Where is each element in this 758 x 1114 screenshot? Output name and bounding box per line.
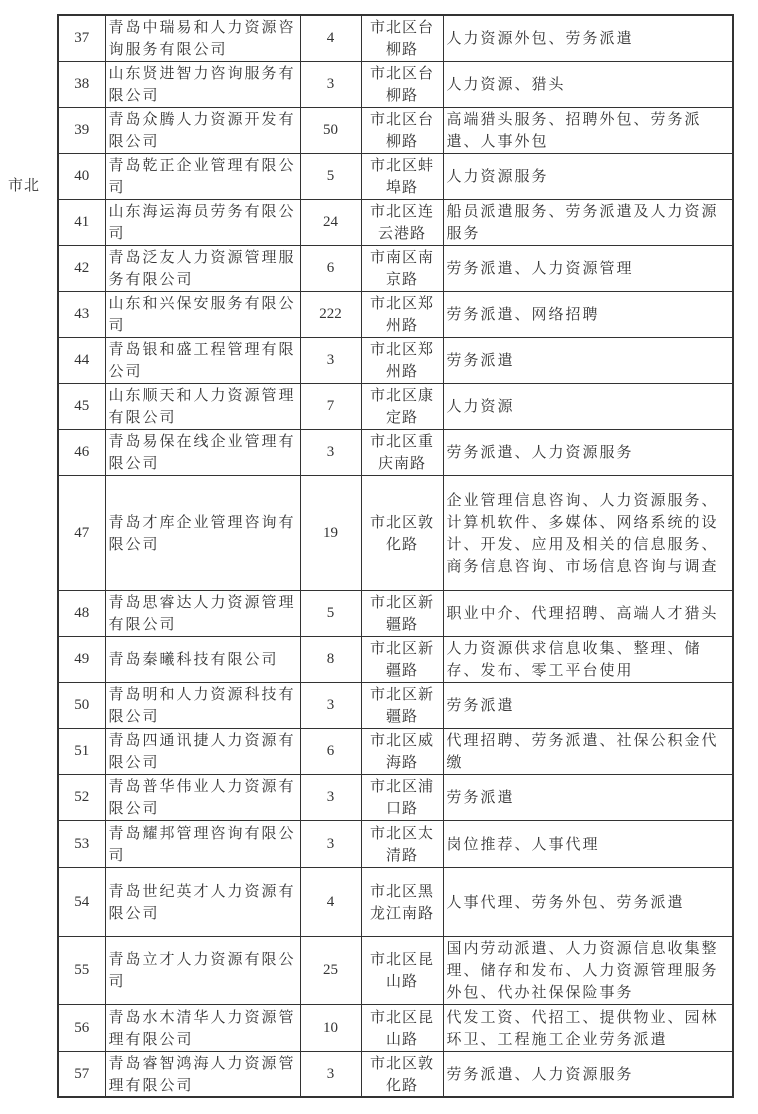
service-scope: 劳务派遣 — [443, 774, 733, 820]
row-number: 44 — [58, 337, 105, 383]
service-scope: 人力资源 — [443, 383, 733, 429]
row-number: 42 — [58, 245, 105, 291]
company-name: 青岛世纪英才人力资源有限公司 — [105, 867, 300, 936]
staff-count: 50 — [300, 107, 361, 153]
table-row — [58, 475, 733, 590]
service-scope: 劳务派遣、人力资源管理 — [443, 245, 733, 291]
address: 市北区浦口路 — [361, 774, 443, 820]
address: 市北区新疆路 — [361, 682, 443, 728]
company-name: 青岛银和盛工程管理有限公司 — [105, 337, 300, 383]
service-scope: 人力资源服务 — [443, 153, 733, 199]
staff-count: 25 — [300, 936, 361, 1004]
table-row — [58, 728, 733, 774]
row-number: 47 — [58, 475, 105, 590]
table-row — [58, 15, 733, 61]
service-scope: 船员派遣服务、劳务派遣及人力资源服务 — [443, 199, 733, 245]
address: 市北区郑州路 — [361, 337, 443, 383]
service-scope: 岗位推荐、人事代理 — [443, 820, 733, 867]
address: 市北区连云港路 — [361, 199, 443, 245]
address: 市北区昆山路 — [361, 1004, 443, 1051]
table-row — [58, 107, 733, 153]
table-row — [58, 682, 733, 728]
table-row — [58, 936, 733, 1004]
address: 市北区昆山路 — [361, 936, 443, 1004]
address: 市北区新疆路 — [361, 590, 443, 636]
row-number: 48 — [58, 590, 105, 636]
row-number: 38 — [58, 61, 105, 107]
table-row — [58, 383, 733, 429]
staff-count: 4 — [300, 867, 361, 936]
address: 市北区台柳路 — [361, 107, 443, 153]
table-row — [58, 867, 733, 936]
staff-count: 5 — [300, 590, 361, 636]
address: 市北区郑州路 — [361, 291, 443, 337]
address: 市北区重庆南路 — [361, 429, 443, 475]
table-row — [58, 199, 733, 245]
table-row — [58, 1051, 733, 1097]
company-name: 青岛众腾人力资源开发有限公司 — [105, 107, 300, 153]
company-name: 青岛秦曦科技有限公司 — [105, 636, 300, 682]
table-row — [58, 61, 733, 107]
address: 市北区威海路 — [361, 728, 443, 774]
service-scope: 劳务派遣、人力资源服务 — [443, 1051, 733, 1097]
staff-count: 6 — [300, 245, 361, 291]
staff-count: 3 — [300, 429, 361, 475]
table-row — [58, 337, 733, 383]
service-scope: 职业中介、代理招聘、高端人才猎头 — [443, 590, 733, 636]
company-name: 青岛思睿达人力资源管理有限公司 — [105, 590, 300, 636]
service-scope: 人力资源、猎头 — [443, 61, 733, 107]
service-scope: 劳务派遣、网络招聘 — [443, 291, 733, 337]
table-row — [58, 429, 733, 475]
row-number: 37 — [58, 15, 105, 61]
row-number: 51 — [58, 728, 105, 774]
row-number: 45 — [58, 383, 105, 429]
row-number: 50 — [58, 682, 105, 728]
staff-count: 19 — [300, 475, 361, 590]
staff-count: 3 — [300, 682, 361, 728]
address: 市北区台柳路 — [361, 61, 443, 107]
service-scope: 人力资源供求信息收集、整理、储存、发布、零工平台使用 — [443, 636, 733, 682]
agency-table — [57, 14, 734, 1098]
staff-count: 3 — [300, 820, 361, 867]
company-name: 山东和兴保安服务有限公司 — [105, 291, 300, 337]
staff-count: 8 — [300, 636, 361, 682]
company-name: 青岛泛友人力资源管理服务有限公司 — [105, 245, 300, 291]
company-name: 青岛四通讯捷人力资源有限公司 — [105, 728, 300, 774]
row-number: 54 — [58, 867, 105, 936]
company-name: 青岛普华伟业人力资源有限公司 — [105, 774, 300, 820]
address: 市北区台柳路 — [361, 15, 443, 61]
table-row — [58, 245, 733, 291]
service-scope: 代理招聘、劳务派遣、社保公积金代缴 — [443, 728, 733, 774]
service-scope: 人力资源外包、劳务派遣 — [443, 15, 733, 61]
company-name: 山东海运海员劳务有限公司 — [105, 199, 300, 245]
staff-count: 3 — [300, 1051, 361, 1097]
staff-count: 6 — [300, 728, 361, 774]
table-row — [58, 291, 733, 337]
service-scope: 代发工资、代招工、提供物业、园林环卫、工程施工企业劳务派遣 — [443, 1004, 733, 1051]
staff-count: 7 — [300, 383, 361, 429]
staff-count: 3 — [300, 774, 361, 820]
row-number: 55 — [58, 936, 105, 1004]
company-name: 青岛明和人力资源科技有限公司 — [105, 682, 300, 728]
table-row — [58, 153, 733, 199]
company-name: 山东顺天和人力资源管理有限公司 — [105, 383, 300, 429]
row-number: 39 — [58, 107, 105, 153]
row-number: 41 — [58, 199, 105, 245]
address: 市北区敦化路 — [361, 1051, 443, 1097]
agency-table-body — [58, 15, 733, 1097]
staff-count: 3 — [300, 61, 361, 107]
address: 市北区蚌埠路 — [361, 153, 443, 199]
row-number: 40 — [58, 153, 105, 199]
address: 市北区黑龙江南路 — [361, 867, 443, 936]
staff-count: 222 — [300, 291, 361, 337]
address: 市北区敦化路 — [361, 475, 443, 590]
district-label: 市北 — [8, 176, 41, 194]
staff-count: 4 — [300, 15, 361, 61]
row-number: 57 — [58, 1051, 105, 1097]
company-name: 青岛易保在线企业管理有限公司 — [105, 429, 300, 475]
staff-count: 3 — [300, 337, 361, 383]
company-name: 青岛乾正企业管理有限公司 — [105, 153, 300, 199]
service-scope: 劳务派遣、人力资源服务 — [443, 429, 733, 475]
row-number: 43 — [58, 291, 105, 337]
table-row — [58, 590, 733, 636]
staff-count: 5 — [300, 153, 361, 199]
table-row — [58, 774, 733, 820]
address: 市南区南京路 — [361, 245, 443, 291]
company-name: 青岛立才人力资源有限公司 — [105, 936, 300, 1004]
service-scope: 劳务派遣 — [443, 682, 733, 728]
row-number: 52 — [58, 774, 105, 820]
row-number: 49 — [58, 636, 105, 682]
company-name: 青岛睿智鸿海人力资源管理有限公司 — [105, 1051, 300, 1097]
row-number: 46 — [58, 429, 105, 475]
staff-count: 10 — [300, 1004, 361, 1051]
address: 市北区新疆路 — [361, 636, 443, 682]
address: 市北区康定路 — [361, 383, 443, 429]
row-number: 56 — [58, 1004, 105, 1051]
service-scope: 企业管理信息咨询、人力资源服务、计算机软件、多媒体、网络系统的设计、开发、应用及相关的信息服务、商务信息咨询、市场信息咨询与调查 — [443, 475, 733, 590]
service-scope: 人事代理、劳务外包、劳务派遣 — [443, 867, 733, 936]
service-scope: 劳务派遣 — [443, 337, 733, 383]
company-name: 青岛水木清华人力资源管理有限公司 — [105, 1004, 300, 1051]
company-name: 青岛耀邦管理咨询有限公司 — [105, 820, 300, 867]
address: 市北区太清路 — [361, 820, 443, 867]
row-number: 53 — [58, 820, 105, 867]
company-name: 青岛才库企业管理咨询有限公司 — [105, 475, 300, 590]
table-row — [58, 820, 733, 867]
service-scope: 高端猎头服务、招聘外包、劳务派遣、人事外包 — [443, 107, 733, 153]
company-name: 山东贤进智力咨询服务有限公司 — [105, 61, 300, 107]
service-scope: 国内劳动派遣、人力资源信息收集整理、储存和发布、人力资源管理服务外包、代办社保保险事务 — [443, 936, 733, 1004]
company-name: 青岛中瑞易和人力资源咨询服务有限公司 — [105, 15, 300, 61]
staff-count: 24 — [300, 199, 361, 245]
table-row — [58, 636, 733, 682]
table-row — [58, 1004, 733, 1051]
